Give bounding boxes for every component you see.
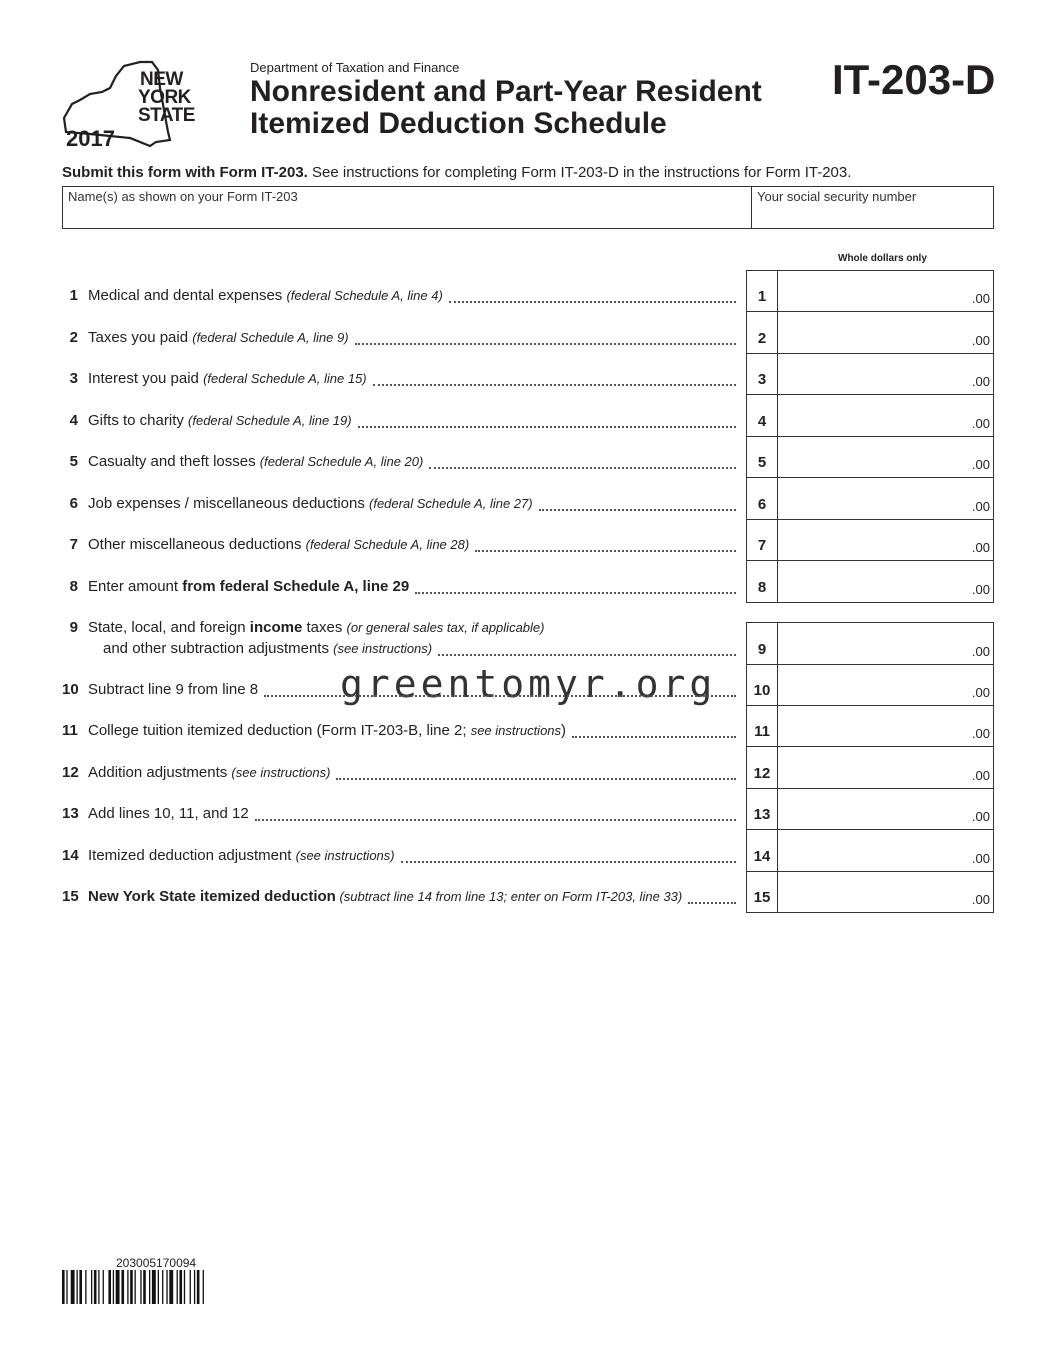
line-8-label — [62, 578, 409, 595]
cents-label: .00 — [971, 540, 990, 555]
cents-label: .00 — [971, 767, 990, 783]
amount-field-line-4[interactable] — [777, 395, 994, 437]
line-box-number — [746, 270, 778, 312]
form-title-line-2: Itemized Deduction Schedule — [250, 107, 667, 140]
line-text-note: (federal Schedule A, line 28) — [305, 537, 470, 552]
line-box-number — [746, 830, 778, 872]
line-number: 5 — [69, 453, 78, 470]
line-2-label — [62, 329, 349, 346]
form-id: IT-203-D — [832, 56, 996, 103]
amount-field-line-10[interactable] — [777, 664, 994, 706]
line-number: 8 — [69, 577, 78, 595]
line-box-number-label: 1 — [757, 288, 767, 305]
line-text-label: Taxes you paid — [88, 328, 193, 346]
line-text-label: Itemized deduction adjustment — [88, 846, 296, 864]
line-box-number-label: 15 — [753, 889, 771, 906]
cents-label: .00 — [971, 726, 990, 741]
line-box-number-label: 12 — [753, 764, 771, 782]
line-text-bold: New York State itemized deduction — [88, 888, 336, 905]
line-text-label: College tuition itemized deduction — [88, 722, 317, 739]
dot-leader — [475, 548, 736, 552]
amount-field-line-8[interactable] — [777, 561, 994, 603]
line-text-label: Subtract line 9 from line 8 — [88, 680, 259, 698]
cents-label: .00 — [971, 332, 990, 348]
line-text-note-close: ) — [561, 722, 567, 739]
line-number: 13 — [62, 805, 79, 822]
line-9-continuation — [103, 640, 432, 657]
dot-leader — [264, 693, 736, 697]
cents-label: .00 — [971, 581, 990, 597]
line-number: 14 — [62, 846, 79, 864]
line-box-number-label: 5 — [757, 454, 767, 471]
line-text-note: (federal Schedule A, line 4) — [286, 288, 443, 303]
amount-field-line-9[interactable] — [777, 622, 994, 665]
watermark: greentomyr.org — [340, 662, 717, 706]
amount-field-line-12[interactable] — [777, 747, 994, 789]
submit-instructions-rest: See instructions for completing Form IT-203-D in the instructions for Form IT-203. — [307, 164, 852, 181]
dot-leader — [429, 465, 736, 469]
line-text-bold: income — [249, 619, 303, 636]
line-number: 10 — [62, 680, 79, 698]
line-9-label — [62, 619, 544, 636]
nys-logo — [60, 60, 210, 152]
line-box-number — [746, 747, 778, 789]
dot-leader — [572, 734, 736, 738]
line-7-label — [62, 536, 469, 553]
line-text-cont: and other subtraction adjustments — [103, 640, 334, 657]
amount-field-line-14[interactable] — [777, 830, 994, 872]
cents-label: .00 — [971, 415, 990, 431]
logo-word-new: NEW — [140, 69, 183, 90]
line-box-number — [746, 705, 778, 747]
line-14-label — [62, 847, 395, 864]
cents-label: .00 — [971, 850, 990, 866]
dot-leader — [355, 341, 736, 345]
line-box-number — [746, 561, 778, 603]
cents-label: .00 — [971, 684, 990, 700]
line-number: 4 — [69, 411, 78, 429]
line-box-number-label: 2 — [757, 329, 767, 347]
department-name: Department of Taxation and Finance — [250, 60, 460, 75]
line-number: 2 — [69, 328, 78, 346]
form-title-line-1: Nonresident and Part-Year Resident — [250, 75, 762, 108]
line-text-note: (federal Schedule A, line 20) — [259, 454, 424, 469]
line-box-number-label: 6 — [757, 495, 767, 513]
line-4-label — [62, 412, 352, 429]
line-13-label — [62, 805, 249, 822]
submit-instructions — [62, 164, 851, 181]
line-box-number-label: 3 — [757, 371, 767, 388]
dot-leader — [415, 590, 736, 594]
cents-label: .00 — [971, 498, 990, 514]
amount-field-line-5[interactable] — [777, 436, 994, 478]
line-box-number-label: 14 — [753, 847, 771, 865]
line-box-number-label: 9 — [757, 641, 767, 658]
amount-field-line-2[interactable] — [777, 312, 994, 354]
cents-label: .00 — [971, 644, 990, 659]
taxpayer-id-box — [62, 186, 994, 229]
line-number: 11 — [62, 722, 78, 739]
line-box-number — [746, 436, 778, 478]
amount-field-line-3[interactable] — [777, 353, 994, 395]
line-box-number-label: 10 — [753, 681, 771, 699]
line-box-number — [746, 664, 778, 706]
line-box-number-label: 13 — [753, 806, 771, 823]
line-box-number — [746, 622, 778, 665]
line-text-label: Medical and dental expenses — [88, 287, 287, 304]
barcode-number: 203005170094 — [116, 1256, 197, 1270]
cents-label: .00 — [971, 892, 990, 907]
line-text-label: Interest you paid — [88, 370, 204, 387]
line-box-number — [746, 478, 778, 520]
line-box-number — [746, 312, 778, 354]
line-number: 6 — [69, 494, 78, 512]
line-text-note-plain: (Form IT-203-B, line 2; — [316, 722, 471, 739]
line-number: 9 — [69, 619, 78, 636]
line-number: 7 — [69, 536, 78, 553]
dot-leader — [373, 382, 736, 386]
line-text-note: (federal Schedule A, line 15) — [203, 371, 367, 386]
line-text-label: Add lines 10, 11, and 12 — [88, 805, 249, 822]
amount-field-line-15[interactable] — [777, 871, 994, 913]
line-text-label: Other miscellaneous deductions — [88, 536, 306, 553]
dot-leader — [336, 776, 736, 780]
line-text-note: (federal Schedule A, line 27) — [369, 495, 533, 511]
line-text-bold: from federal Schedule A, line 29 — [182, 577, 410, 595]
line-text-note: (subtract line 14 from line 13; enter on Form IT-203, line 33) — [335, 889, 683, 904]
logo-word-state: STATE — [138, 105, 195, 126]
line-text-label: Job expenses / miscellaneous deductions — [88, 494, 370, 512]
cents-label: .00 — [971, 291, 990, 306]
column-header-whole-dollars: Whole dollars only — [838, 253, 927, 264]
line-text-cont-note: (see instructions) — [333, 641, 433, 656]
amount-field-line-6[interactable] — [777, 478, 994, 520]
dot-leader — [358, 424, 736, 428]
line-1-label — [62, 287, 443, 304]
line-box-number — [746, 353, 778, 395]
line-text-note: (see instructions) — [231, 764, 331, 780]
line-text-label2: taxes — [302, 619, 347, 636]
line-text-label: Addition adjustments — [88, 763, 232, 781]
line-number: 12 — [62, 763, 79, 781]
dot-leader — [539, 507, 736, 511]
dot-leader — [688, 900, 736, 904]
amount-field-line-7[interactable] — [777, 519, 994, 561]
line-11-label — [62, 722, 566, 739]
cents-label: .00 — [971, 809, 990, 824]
amount-field-line-11[interactable] — [777, 705, 994, 747]
name-field[interactable] — [63, 187, 752, 228]
ssn-field-label: Your social security number — [757, 189, 917, 204]
barcode-icon — [62, 1270, 266, 1304]
tax-year: 2017 — [66, 126, 115, 151]
dot-leader — [255, 817, 736, 821]
line-text-note: (federal Schedule A, line 9) — [192, 329, 349, 345]
line-text-note: (or general sales tax, if applicable) — [346, 620, 545, 635]
line-box-number — [746, 871, 778, 913]
amount-field-line-1[interactable] — [777, 270, 994, 312]
submit-instructions-bold: Submit this form with Form IT-203. — [62, 164, 308, 181]
cents-label: .00 — [971, 457, 990, 472]
line-12-label — [62, 764, 330, 781]
line-box-number-label: 8 — [757, 578, 767, 596]
amount-field-line-13[interactable] — [777, 788, 994, 830]
line-box-number-label: 7 — [757, 537, 767, 554]
line-text-label: State, local, and foreign — [88, 619, 250, 636]
line-number: 3 — [69, 370, 78, 387]
line-15-label — [62, 888, 682, 905]
line-10-label — [62, 681, 258, 698]
dot-leader — [401, 859, 736, 863]
ssn-field[interactable] — [752, 187, 993, 228]
cents-label: .00 — [971, 374, 990, 389]
line-box-number — [746, 519, 778, 561]
line-text-label: Casualty and theft losses — [88, 453, 260, 470]
line-5-label — [62, 453, 423, 470]
dot-leader — [449, 299, 736, 303]
line-box-number — [746, 395, 778, 437]
line-text-note: see instructions — [470, 723, 562, 738]
line-3-label — [62, 370, 367, 387]
line-box-number-label: 11 — [754, 723, 770, 740]
line-number: 1 — [69, 287, 78, 304]
line-text-note: (see instructions) — [295, 847, 395, 863]
logo-word-york: YORK — [138, 87, 191, 108]
line-text-label: Gifts to charity — [88, 411, 189, 429]
dot-leader — [438, 652, 736, 656]
name-field-label: Name(s) as shown on your Form IT-203 — [68, 189, 298, 204]
line-number: 15 — [62, 888, 79, 905]
line-box-number-label: 4 — [757, 412, 767, 430]
line-text-note: (federal Schedule A, line 19) — [188, 412, 352, 428]
line-text-label: Enter amount — [88, 577, 183, 595]
line-6-label — [62, 495, 533, 512]
line-box-number — [746, 788, 778, 830]
